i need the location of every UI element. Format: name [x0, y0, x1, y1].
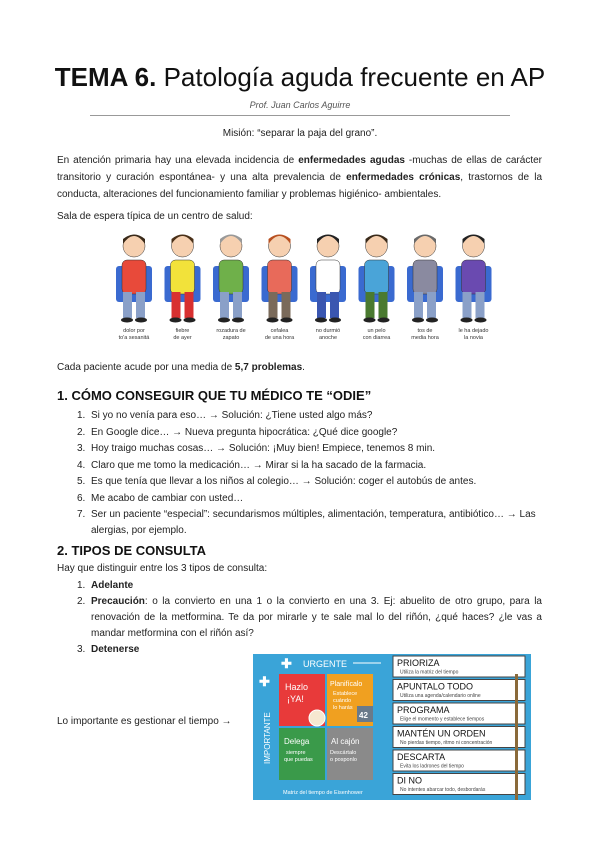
list-item: 4. Claro que me tomo la medicación… → Mirar si la ha sacado de la farmacia.	[77, 459, 427, 471]
tip-subtitle: Elige el momento y establece tiempos	[400, 716, 485, 723]
leg	[463, 292, 472, 318]
leg	[185, 292, 194, 318]
urgent-plus-icon: ✚	[281, 656, 292, 671]
patient-figure	[116, 235, 152, 342]
section-heading-odie: 1. CÓMO CONSEGUIR QUE TU MÉDICO TE “ODIE”	[57, 388, 372, 403]
quadrant-discard-title: Al cajón	[331, 737, 360, 746]
patient-caption: zapato	[222, 335, 240, 341]
patient-caption: fiebre	[175, 328, 190, 334]
leg	[317, 292, 326, 318]
mission-text: Misión: “separar la paja del grano”.	[222, 128, 378, 139]
tip-title: MANTÉN UN ORDEN	[397, 728, 486, 739]
patient-caption: anoche	[318, 335, 338, 341]
patient-caption: le ha dejado	[458, 328, 489, 334]
list-item: 2. En Google dice… → Nueva pregunta hipocrática: ¿Qué dice google?	[77, 426, 398, 438]
shoe	[267, 318, 279, 323]
quadrant-do-sub: ¡YA!	[287, 694, 304, 704]
tip-subtitle: No intentes abarcar todo, desbordarás	[400, 787, 486, 793]
list-item: 2. Precaución: o la convierto en una 1 o la convierto en una 3. Ej: abuelito de otro grupo, para la renovación de la metformina. Te da por mirarle y te sale mal lo del riñón, ¿qué haces? ¿le vas a mandar metformina con el riñón así?	[77, 596, 542, 639]
waiting-room-caption: Sala de espera típica de un centro de salud:	[57, 211, 253, 222]
patient-caption: no durmió	[315, 328, 341, 334]
torso	[219, 260, 243, 294]
tip-sign	[393, 680, 525, 701]
shoe	[412, 318, 424, 323]
leg	[366, 292, 375, 318]
section-heading-tipos: 2. TIPOS DE CONSULTA	[57, 543, 207, 558]
leg	[269, 292, 278, 318]
eisenhower-matrix	[253, 654, 531, 800]
quadrant-discard-sub: o posponlo	[330, 757, 357, 763]
shoe	[218, 318, 230, 323]
tip-title: APUNTALO TODO	[397, 681, 474, 692]
patient-caption: rozadura de	[216, 328, 246, 334]
quadrant-plan-sub: cuándo	[333, 698, 352, 704]
shoe	[461, 318, 473, 323]
tip-subtitle: Utiliza una agenda/calendario online	[400, 693, 481, 699]
important-plus-icon: ✚	[259, 674, 270, 689]
shoe	[135, 318, 147, 323]
shoe	[281, 318, 293, 323]
patient-figure	[262, 235, 298, 342]
leg	[379, 292, 388, 318]
tip-subtitle: Evita los ladrones del tiempo	[400, 763, 464, 770]
tip-sign	[393, 774, 525, 795]
leg	[414, 292, 423, 318]
list-item: 6. Me acabo de cambiar con usted…	[77, 492, 244, 504]
patient-caption: tos de	[417, 328, 433, 334]
patient-figure	[359, 235, 395, 342]
tip-subtitle: No pierdas tiempo, ritmo ni concentración	[400, 740, 493, 746]
quadrant-plan-title: Planifícalo	[330, 681, 363, 688]
patient-caption: de ayer	[173, 335, 192, 341]
tip-title: DI NO	[397, 775, 423, 786]
quadrant-plan-sub: lo harás	[333, 705, 353, 711]
tip-title: PRIORIZA	[397, 658, 440, 668]
patient-caption: con diarrea	[362, 335, 391, 341]
matrix-footer: Matriz del tiempo de Eisenhower	[283, 790, 363, 796]
list-item: 5. Es que tenía que llevar a los niños al colegio… → Solución: coger el autobús de antes.	[77, 476, 477, 487]
waiting-room-illustration	[110, 226, 500, 344]
quadrant-plan-sub: Establece	[333, 691, 358, 697]
patient-figure	[165, 235, 201, 342]
page-title: TEMA 6. Patología aguda frecuente en AP	[54, 62, 546, 92]
torso	[365, 260, 389, 294]
shoe	[232, 318, 244, 323]
leg	[136, 292, 145, 318]
quadrant-do-title: Hazlo	[285, 682, 309, 692]
patient-figure	[407, 235, 443, 342]
patient-caption: to'a sesanitá	[118, 335, 150, 341]
quadrant-delegate-sub: que puedas	[284, 757, 313, 763]
signpost-pole	[515, 674, 518, 800]
quadrant-delegate-sub: siempre	[286, 750, 306, 756]
odie-list	[57, 408, 542, 540]
tip-sign	[393, 727, 525, 748]
shoe	[475, 318, 487, 323]
shoe	[329, 318, 341, 323]
list-item: 1. Si yo no venía para eso… → Solución: ¿Tiene usted algo más?	[77, 410, 373, 421]
shoe	[378, 318, 390, 323]
patient-figure	[456, 235, 492, 342]
patient-caption: cefalea	[270, 328, 289, 334]
tip-title: DESCARTA	[397, 752, 446, 762]
leg	[172, 292, 181, 318]
patient-caption: de una hora	[264, 335, 295, 341]
list-item: 1. Adelante	[77, 580, 134, 591]
shoe	[364, 318, 376, 323]
patient-figure	[213, 235, 249, 342]
list-item: 3. Detenerse	[77, 644, 140, 655]
patient-caption: un pelo	[367, 328, 386, 334]
torso	[413, 260, 437, 294]
tip-sign	[393, 750, 525, 771]
patient-caption: la novia	[464, 335, 483, 341]
patient-caption: dolor por	[123, 328, 145, 334]
torso	[122, 260, 146, 294]
list-item: 3. Hoy traigo muchas cosas… → Solución: ¡Muy bien! Empiece, tenemos 8 min.	[77, 443, 436, 454]
torso	[316, 260, 340, 294]
leg	[233, 292, 242, 318]
tip-subtitle: Utiliza la matriz del tiempo	[400, 669, 459, 676]
tip-title: PROGRAMA	[397, 705, 450, 715]
calendar-number: 42	[359, 711, 368, 720]
leg	[123, 292, 132, 318]
torso	[462, 260, 486, 294]
leg	[427, 292, 436, 318]
leg	[476, 292, 485, 318]
divider	[90, 115, 510, 116]
clock-icon	[309, 710, 325, 726]
torso	[268, 260, 292, 294]
torso	[171, 260, 195, 294]
time-management-text: Lo importante es gestionar el tiempo →	[57, 716, 232, 727]
leg	[330, 292, 339, 318]
tipos-list	[57, 578, 542, 658]
leg	[282, 292, 291, 318]
urgent-label: URGENTE	[303, 659, 348, 669]
important-label: IMPORTANTE	[263, 712, 272, 764]
patient-caption: media hora	[411, 335, 439, 341]
shoe	[170, 318, 182, 323]
shoe	[121, 318, 133, 323]
quadrant-delegate-title: Delega	[284, 737, 310, 746]
shoe	[315, 318, 327, 323]
leg	[220, 292, 229, 318]
intro-paragraph: En atención primaria hay una elevada incidencia de enfermedades agudas -muchas de ellas de carácter transitorio y curación espontánea- y una alta prevalencia de enfermedades crónicas, trastornos de la conducta, alteraciones del funcionamiento familiar y problemas higiénico- ambientales.	[57, 155, 543, 200]
quadrant-discard-sub: Descártalo	[330, 750, 357, 756]
shoe	[426, 318, 438, 323]
average-problems-text: Cada paciente acude por una media de 5,7 problemas.	[57, 362, 305, 373]
author: Prof. Juan Carlos Aguirre	[249, 100, 351, 110]
patient-figure	[310, 235, 346, 342]
tip-sign	[393, 656, 525, 677]
list-item: 7. Ser un paciente “especial”: secundarismos múltiples, alimentación, temperatura, antibiótico… → Las alergias, por ejemplo.	[77, 509, 536, 536]
shoe	[184, 318, 196, 323]
tip-sign	[393, 703, 525, 724]
tipos-intro: Hay que distinguir entre los 3 tipos de consulta:	[57, 563, 268, 574]
